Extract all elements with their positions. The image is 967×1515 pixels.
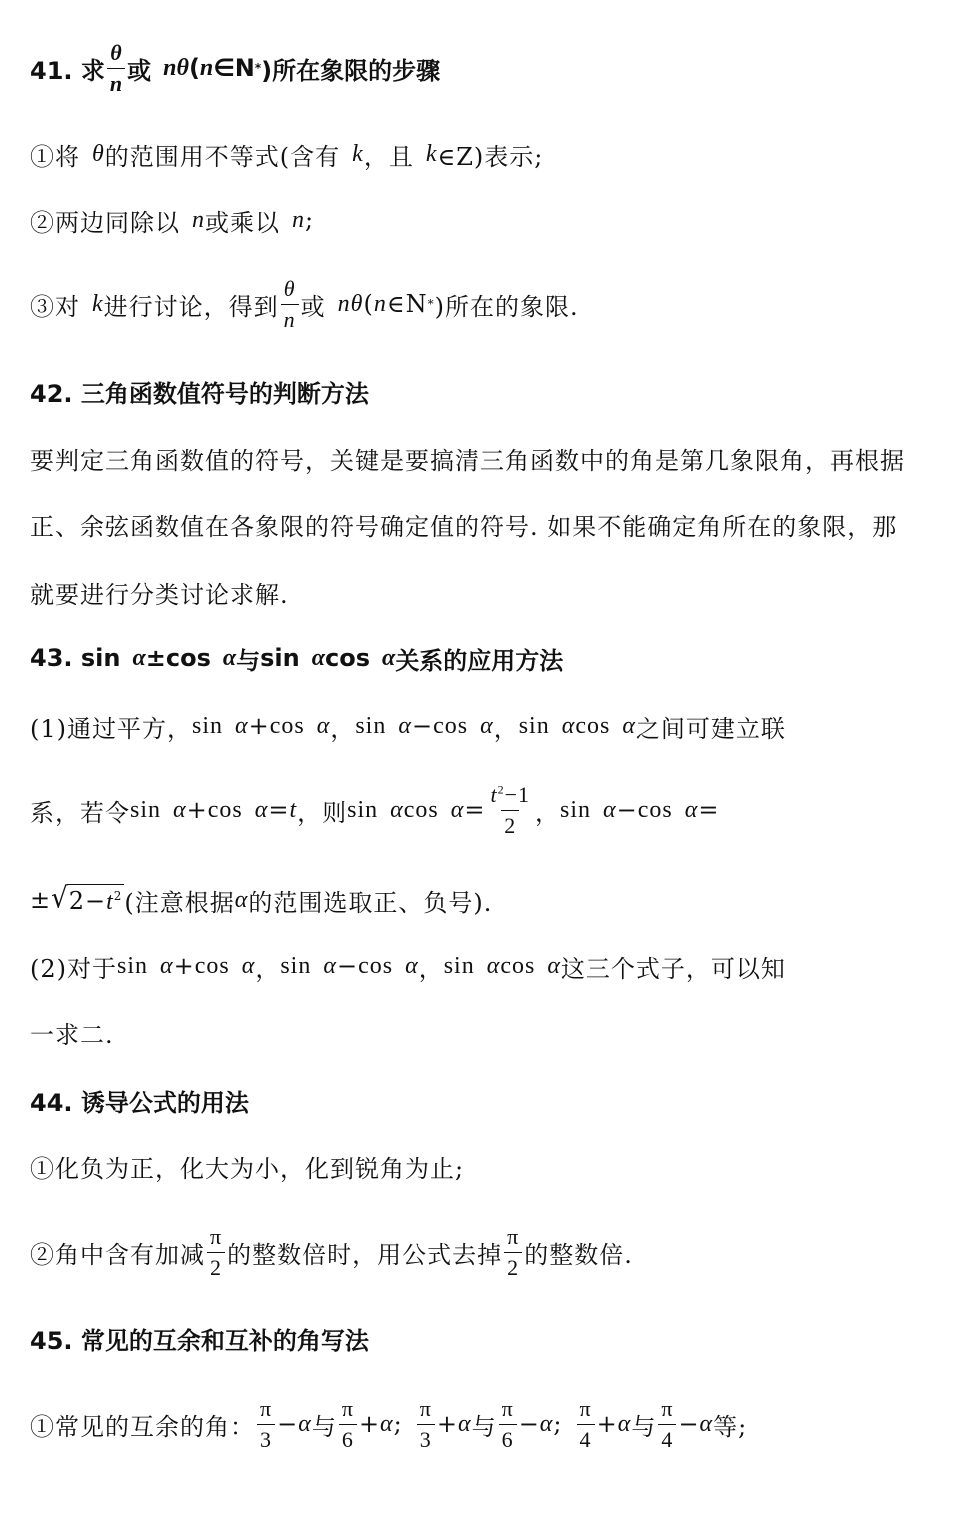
- numerator: π: [501, 1395, 514, 1421]
- section-41-step-2: [30, 202, 927, 238]
- text: 与: [311, 1412, 337, 1441]
- fn-cos: cos: [325, 644, 371, 672]
- symbol: −: [678, 1410, 700, 1438]
- denominator: 6: [339, 1424, 357, 1451]
- section-45-step-1: [30, 1392, 927, 1456]
- superscript: 2: [497, 782, 505, 797]
- fraction-theta-over-n: [281, 275, 299, 332]
- fn-sin: sin: [280, 952, 312, 979]
- fn-sin: sin: [117, 952, 149, 979]
- text: 2: [68, 887, 85, 915]
- text: 的整数倍时，用公式去掉: [227, 1240, 503, 1269]
- var-alpha: α: [622, 712, 636, 739]
- var-alpha: α: [486, 952, 501, 979]
- denominator: 2: [501, 810, 519, 837]
- section-42-para-line-2: [30, 506, 927, 542]
- section-43-item-2-line-2: [30, 1014, 927, 1050]
- text: ，: [535, 798, 561, 827]
- var-t: t: [490, 781, 498, 807]
- var-alpha: α: [160, 952, 174, 979]
- text: ，: [255, 954, 281, 983]
- text: 系，若令: [30, 798, 130, 827]
- section-43-item-1-line-1: [30, 708, 927, 744]
- text: 的范围用不等式(含有: [104, 142, 341, 171]
- text: ，: [493, 714, 519, 743]
- fn-sin: sin: [130, 796, 162, 823]
- text: ;: [393, 1410, 403, 1438]
- numerator: θ: [283, 275, 296, 301]
- symbol: =: [268, 796, 290, 824]
- var-alpha: α: [457, 1410, 472, 1437]
- section-43-heading: [30, 640, 927, 676]
- fn-cos: cos: [207, 796, 243, 823]
- square-root: √ $2-t^2$: [51, 882, 123, 916]
- fn-cos: cos: [433, 712, 469, 739]
- denominator: 2: [207, 1252, 225, 1279]
- symbol: +: [596, 1410, 618, 1438]
- text: 与: [471, 1412, 497, 1441]
- fn-cos: cos: [194, 952, 230, 979]
- text: 要判定三角函数值的符号，关键是要搞清三角函数中的角是第几象限角，再根据: [30, 446, 905, 475]
- symbol: +: [186, 796, 208, 824]
- text: ，则: [297, 798, 348, 827]
- text: 等;: [713, 1412, 748, 1441]
- text: ，且: [363, 142, 414, 171]
- var-alpha: α: [699, 1410, 714, 1437]
- fn-cos: cos: [403, 796, 439, 823]
- superscript: 2: [113, 889, 123, 903]
- var-alpha: α: [480, 712, 494, 739]
- section-44-step-2: [30, 1220, 927, 1284]
- numerator: π: [579, 1395, 592, 1421]
- text: ，: [330, 714, 356, 743]
- text: ②角中含有加减: [30, 1240, 205, 1269]
- var-theta: θ: [92, 140, 105, 167]
- var-alpha: α: [323, 952, 337, 979]
- var-n: n: [192, 206, 205, 233]
- text: ①化负为正，化大为小，化到锐角为止;: [30, 1154, 465, 1183]
- heading-text: ∈N: [213, 54, 255, 82]
- text: ∈N: [386, 290, 428, 318]
- text: 进行讨论，得到: [103, 292, 279, 321]
- section-42-para-line-1: [30, 440, 927, 476]
- symbol: =: [698, 796, 720, 824]
- fraction-pi-over-4: [658, 1395, 676, 1452]
- var-n: n: [337, 290, 351, 317]
- var-alpha: α: [450, 796, 465, 823]
- heading-text: 或: [127, 56, 152, 85]
- fn-sin: sin: [518, 712, 550, 739]
- var-alpha: α: [617, 1410, 632, 1437]
- text: ②两边同除以: [30, 208, 180, 237]
- text: 就要进行分类讨论求解.: [30, 580, 289, 609]
- text: ①常见的互余的角：: [30, 1412, 255, 1441]
- section-44-step-1: [30, 1148, 927, 1184]
- fn-cos: cos: [165, 644, 211, 672]
- symbol: =: [464, 796, 486, 824]
- text: 的范围选取正、负号).: [248, 888, 493, 917]
- var-alpha: α: [222, 644, 237, 671]
- text: 或乘以: [205, 208, 280, 237]
- fn-sin: sin: [355, 712, 387, 739]
- fn-cos: cos: [358, 952, 394, 979]
- text: 与: [631, 1412, 657, 1441]
- denominator: 4: [658, 1424, 676, 1451]
- fn-cos: cos: [637, 796, 673, 823]
- var-k: k: [92, 290, 104, 317]
- fn-sin: sin: [560, 796, 592, 823]
- fraction-pi-over-6: [339, 1395, 357, 1452]
- section-43-item-1-line-3: [30, 880, 927, 920]
- text: ，: [418, 954, 444, 983]
- symbol: −: [84, 887, 107, 915]
- denominator: n: [107, 68, 125, 95]
- var-t: t: [106, 889, 114, 915]
- text: (注意根据: [124, 888, 235, 917]
- fn-sin: sin: [260, 644, 300, 672]
- heading-text: 43. sin: [30, 644, 121, 672]
- var-theta: θ: [350, 290, 364, 317]
- symbol: −: [518, 1410, 540, 1438]
- heading-text: 44. 诱导公式的用法: [30, 1088, 249, 1117]
- text: ①将: [30, 142, 80, 171]
- numerator: π: [419, 1395, 432, 1421]
- fraction-theta-over-n: [107, 39, 125, 96]
- numerator: π: [661, 1395, 674, 1421]
- fraction-t-squared-minus-1-over-2: [487, 781, 533, 838]
- heading-text: 与: [236, 646, 261, 675]
- numerator: −1: [504, 781, 531, 807]
- heading-text: 关系的应用方法: [395, 646, 564, 675]
- var-n: n: [292, 206, 305, 233]
- fn-cos: cos: [269, 712, 305, 739]
- var-alpha: α: [311, 644, 326, 671]
- var-alpha: α: [561, 712, 576, 739]
- numerator: π: [260, 1395, 273, 1421]
- section-43-item-2-line-1: [30, 948, 927, 984]
- var-alpha: α: [547, 952, 561, 979]
- fn-sin: sin: [192, 712, 224, 739]
- symbol: −: [616, 796, 638, 824]
- var-alpha: α: [235, 712, 249, 739]
- symbol: ±: [145, 644, 166, 672]
- denominator: 3: [417, 1424, 435, 1451]
- text: 或: [300, 292, 326, 321]
- symbol: −: [277, 1410, 299, 1438]
- text: 之间可建立联: [635, 714, 786, 743]
- symbol: −: [411, 712, 434, 740]
- fraction-pi-over-3: [417, 1395, 435, 1452]
- var-alpha: α: [298, 1410, 312, 1437]
- numerator: π: [507, 1223, 520, 1249]
- var-k: k: [352, 140, 364, 167]
- text: ∈Z)表示;: [437, 142, 544, 171]
- text: (: [363, 290, 374, 318]
- heading-text: (: [188, 54, 200, 82]
- text: )所在的象限.: [434, 292, 579, 321]
- var-k: k: [425, 140, 438, 167]
- var-alpha: α: [241, 952, 256, 979]
- var-alpha: α: [173, 796, 187, 823]
- denominator: 4: [577, 1424, 595, 1451]
- var-n: n: [163, 54, 177, 81]
- fn-cos: cos: [500, 952, 536, 979]
- section-41-step-3: ③对 k 进行讨论，得到 $\frac{\theta}{n}$ 或 n θ ( n ∈N * )所在的象限.: [30, 275, 579, 332]
- var-alpha: α: [603, 796, 617, 823]
- section-42-heading: [30, 373, 927, 409]
- section-41-heading: 41. 求 $\frac{\theta}{n}$ 或 n θ ( n ∈N * )所在象限的步骤: [30, 39, 441, 96]
- denominator: 6: [499, 1424, 517, 1451]
- heading-text: )所在象限的步骤: [261, 56, 441, 85]
- heading-text: 45. 常见的互余和互补的角写法: [30, 1326, 369, 1355]
- var-alpha: α: [398, 712, 412, 739]
- text: 这三个式子，可以知: [560, 954, 786, 983]
- section-41-step-1: [30, 136, 927, 172]
- text: ;: [553, 1410, 563, 1438]
- section-45-heading: [30, 1320, 927, 1356]
- heading-text: 41. 求: [30, 56, 105, 85]
- var-alpha: α: [254, 796, 269, 823]
- fraction-pi-over-3: [257, 1395, 275, 1452]
- text: 一求二.: [30, 1020, 114, 1049]
- var-alpha: α: [132, 644, 146, 671]
- fraction-pi-over-2: [504, 1223, 522, 1280]
- fraction-pi-over-4: [577, 1395, 595, 1452]
- symbol: +: [358, 1410, 381, 1438]
- text: (2)对于: [30, 954, 117, 983]
- var-alpha: α: [382, 644, 396, 671]
- denominator: n: [281, 304, 299, 331]
- symbol: −: [336, 952, 359, 980]
- heading-text: 42. 三角函数值符号的判断方法: [30, 379, 369, 408]
- numerator: π: [341, 1395, 354, 1421]
- fn-cos: cos: [575, 712, 611, 739]
- numerator: θ: [110, 39, 122, 65]
- denominator: 2: [504, 1252, 522, 1279]
- var-alpha: α: [380, 1410, 394, 1437]
- var-alpha: α: [539, 1410, 554, 1437]
- denominator: 3: [257, 1424, 275, 1451]
- var-alpha: α: [684, 796, 699, 823]
- numerator: π: [210, 1223, 223, 1249]
- var-theta: θ: [176, 54, 189, 81]
- text: ③对: [30, 292, 80, 321]
- var-t: t: [289, 796, 298, 823]
- text: (1)通过平方，: [30, 714, 192, 743]
- fraction-pi-over-2: [207, 1223, 225, 1280]
- var-n: n: [199, 54, 214, 81]
- var-n: n: [373, 290, 387, 317]
- symbol: ±: [30, 886, 52, 914]
- symbol: +: [248, 712, 270, 740]
- symbol: +: [436, 1410, 458, 1438]
- section-43-item-1-line-2: [30, 776, 927, 844]
- fraction-pi-over-6: [499, 1395, 517, 1452]
- text: 正、余弦函数值在各象限的符号确定值的符号. 如果不能确定角所在的象限，那: [30, 512, 898, 541]
- text: 的整数倍.: [524, 1240, 633, 1269]
- fn-sin: sin: [443, 952, 475, 979]
- symbol: +: [173, 952, 195, 980]
- var-alpha: α: [234, 886, 249, 913]
- var-alpha: α: [316, 712, 331, 739]
- text: ;: [305, 206, 315, 234]
- var-alpha: α: [405, 952, 419, 979]
- var-alpha: α: [390, 796, 404, 823]
- section-42-para-line-3: [30, 574, 927, 610]
- section-44-heading: [30, 1082, 927, 1118]
- fn-sin: sin: [347, 796, 379, 823]
